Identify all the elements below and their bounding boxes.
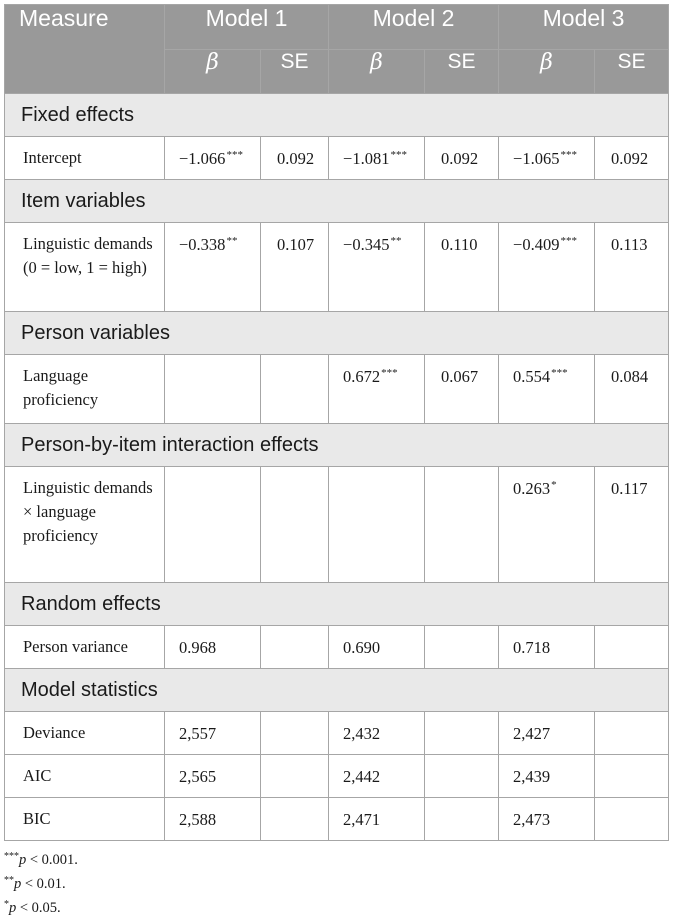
beta-value: 2,439 [513, 767, 551, 786]
section-row [5, 94, 669, 137]
section-title: Person-by-item interaction effects [5, 424, 669, 467]
beta-value: 0.968 [179, 638, 217, 657]
row-label: Intercept [5, 137, 165, 180]
significance-stars: ** [390, 235, 402, 247]
beta-value: 0.263 [513, 479, 551, 498]
header-model-3: Model 3 [499, 5, 669, 50]
table-row [5, 223, 669, 312]
beta-value: −0.409 [513, 235, 560, 254]
se-cell-model-2 [425, 467, 499, 583]
beta-cell-model-3 [499, 355, 595, 424]
se-cell-model-3 [595, 712, 669, 755]
table-row [5, 755, 669, 798]
se-cell-model-1 [261, 355, 329, 424]
beta-value: 0.672 [343, 367, 381, 386]
se-cell-model-1: 0.107 [261, 223, 329, 312]
section-title: Random effects [5, 583, 669, 626]
beta-cell-model-2 [329, 712, 425, 755]
se-cell-model-2: 0.067 [425, 355, 499, 424]
beta-value: 2,557 [179, 724, 217, 743]
row-label: Linguistic demands (0 = low, 1 = high) [5, 223, 165, 312]
se-cell-model-2: 0.110 [425, 223, 499, 312]
beta-value: 0.554 [513, 367, 551, 386]
footnote-p: p [19, 852, 27, 868]
beta-cell-model-3 [499, 626, 595, 669]
se-cell-model-3 [595, 755, 669, 798]
footnote-stars: * [4, 899, 9, 910]
row-label: Language proficiency [5, 355, 165, 424]
beta-value: 2,473 [513, 810, 551, 829]
se-cell-model-3: 0.117 [595, 467, 669, 583]
header-model-2: Model 2 [329, 5, 499, 50]
se-cell-model-1 [261, 755, 329, 798]
footnotes [4, 848, 78, 920]
beta-value: −1.081 [343, 149, 390, 168]
table-row [5, 626, 669, 669]
se-cell-model-1 [261, 626, 329, 669]
beta-cell-model-2 [329, 626, 425, 669]
beta-cell-model-2 [329, 137, 425, 180]
beta-value: 0.718 [513, 638, 551, 657]
beta-value: 2,427 [513, 724, 551, 743]
header-beta-2: β [329, 50, 425, 94]
beta-cell-model-1 [165, 626, 261, 669]
beta-cell-model-2 [329, 355, 425, 424]
se-cell-model-1: 0.092 [261, 137, 329, 180]
beta-value: 2,471 [343, 810, 381, 829]
se-cell-model-3 [595, 626, 669, 669]
beta-cell-model-3 [499, 223, 595, 312]
footnote-text: < 0.05. [16, 900, 61, 916]
beta-value: 2,588 [179, 810, 217, 829]
header-measure: Measure [5, 5, 165, 94]
footnote-p: p [9, 900, 17, 916]
row-label: Person variance [5, 626, 165, 669]
row-label: AIC [5, 755, 165, 798]
se-cell-model-2 [425, 755, 499, 798]
significance-stars: *** [560, 235, 577, 247]
section-title: Person variables [5, 312, 669, 355]
significance-stars: * [551, 479, 557, 491]
beta-value: 0.690 [343, 638, 381, 657]
table-row [5, 712, 669, 755]
header-se-2: SE [425, 50, 499, 94]
header-se-1: SE [261, 50, 329, 94]
table-row [5, 798, 669, 841]
footnote-text: < 0.01. [21, 876, 66, 892]
beta-cell-model-1 [165, 467, 261, 583]
beta-value: −1.065 [513, 149, 560, 168]
se-cell-model-3: 0.092 [595, 137, 669, 180]
beta-cell-model-1 [165, 223, 261, 312]
beta-cell-model-1 [165, 355, 261, 424]
footnote [4, 872, 78, 896]
table-row [5, 137, 669, 180]
significance-stars: *** [381, 367, 398, 379]
beta-cell-model-1 [165, 755, 261, 798]
table-row [5, 467, 669, 583]
beta-value: −1.066 [179, 149, 226, 168]
se-cell-model-1 [261, 467, 329, 583]
se-cell-model-3: 0.113 [595, 223, 669, 312]
row-label: Linguistic demands × language proficiency [5, 467, 165, 583]
section-title: Model statistics [5, 669, 669, 712]
beta-cell-model-1 [165, 798, 261, 841]
se-cell-model-1 [261, 712, 329, 755]
beta-cell-model-2 [329, 467, 425, 583]
table-body [5, 94, 669, 841]
significance-stars: *** [226, 149, 243, 161]
significance-stars: *** [560, 149, 577, 161]
se-cell-model-2 [425, 798, 499, 841]
significance-stars: ** [226, 235, 238, 247]
section-row [5, 312, 669, 355]
header-se-3: SE [595, 50, 669, 94]
se-cell-model-3: 0.084 [595, 355, 669, 424]
footnote-stars: *** [4, 851, 19, 862]
beta-cell-model-2 [329, 798, 425, 841]
beta-cell-model-3 [499, 137, 595, 180]
se-cell-model-2 [425, 712, 499, 755]
se-cell-model-1 [261, 798, 329, 841]
beta-cell-model-3 [499, 755, 595, 798]
beta-cell-model-2 [329, 755, 425, 798]
significance-stars: *** [551, 367, 568, 379]
row-label: Deviance [5, 712, 165, 755]
footnote [4, 896, 78, 920]
section-row [5, 424, 669, 467]
footnote [4, 848, 78, 872]
header-beta-3: β [499, 50, 595, 94]
beta-value: 2,432 [343, 724, 381, 743]
beta-value: −0.338 [179, 235, 226, 254]
footnote-p: p [14, 876, 22, 892]
beta-cell-model-3 [499, 467, 595, 583]
beta-cell-model-1 [165, 712, 261, 755]
row-label: BIC [5, 798, 165, 841]
section-row [5, 583, 669, 626]
section-row [5, 669, 669, 712]
section-title: Item variables [5, 180, 669, 223]
beta-value: 2,442 [343, 767, 381, 786]
beta-cell-model-1 [165, 137, 261, 180]
se-cell-model-3 [595, 798, 669, 841]
se-cell-model-2 [425, 626, 499, 669]
section-row [5, 180, 669, 223]
se-cell-model-2: 0.092 [425, 137, 499, 180]
beta-cell-model-2 [329, 223, 425, 312]
beta-cell-model-3 [499, 712, 595, 755]
significance-stars: *** [390, 149, 407, 161]
footnote-text: < 0.001. [26, 852, 78, 868]
header-model-1: Model 1 [165, 5, 329, 50]
header-beta-1: β [165, 50, 261, 94]
table-row [5, 355, 669, 424]
section-title: Fixed effects [5, 94, 669, 137]
beta-value: 2,565 [179, 767, 217, 786]
results-table [4, 4, 669, 841]
footnote-stars: ** [4, 875, 14, 886]
header-row-models [5, 5, 669, 50]
beta-cell-model-3 [499, 798, 595, 841]
beta-value: −0.345 [343, 235, 390, 254]
